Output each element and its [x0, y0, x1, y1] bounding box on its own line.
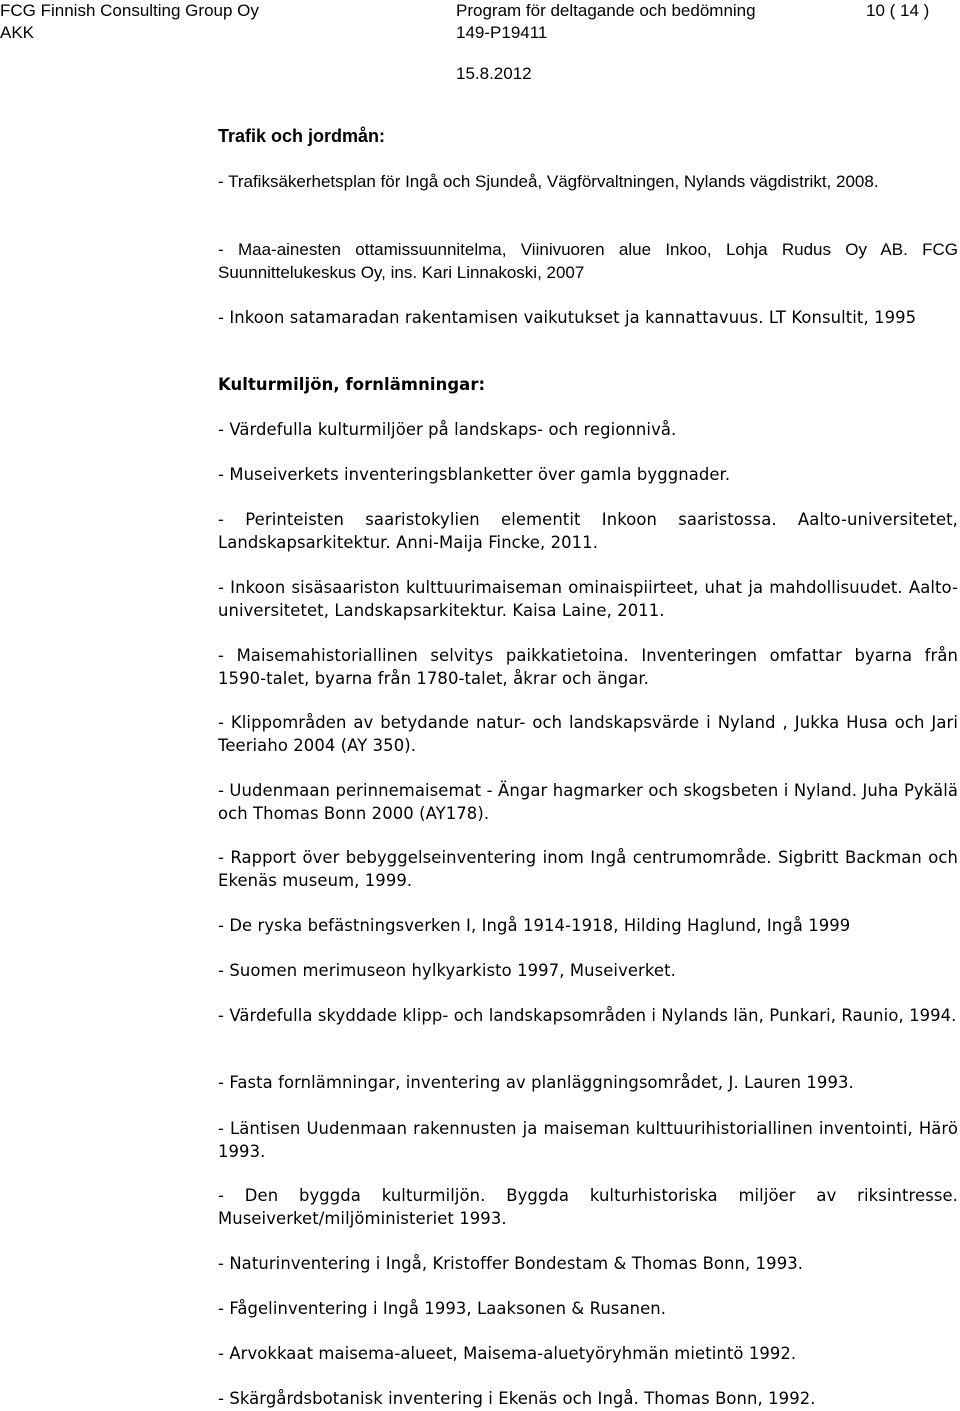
- list-item: - De ryska befästningsverken I, Ingå 1914-1918, Hilding Haglund, Ingå 1999: [218, 916, 851, 935]
- list-item: - Klippområden av betydande natur- och landskapsvärde i Nyland , Jukka Husa och Jari Teeriaho 2004 (AY 350).: [218, 713, 958, 755]
- section-heading-traffic: Trafik och jordmån:: [218, 126, 386, 146]
- list-item: - Perinteisten saaristokylien elementit Inkoon saaristossa. Aalto-universitetet, Landskapsarkitektur. Anni-Maija Fincke, 2011.: [218, 510, 958, 552]
- list-item: - Värdefulla kulturmiljöer på landskaps- och regionnivå.: [218, 420, 677, 439]
- page-header: [0, 0, 960, 90]
- list-item: - Skärgårdsbotanisk inventering i Ekenäs och Ingå. Thomas Bonn, 1992.: [218, 1389, 816, 1408]
- list-item: - Fågelinventering i Ingå 1993, Laaksonen & Rusanen.: [218, 1299, 667, 1318]
- list-item: - Värdefulla skyddade klipp- och landskapsområden i Nylands län, Punkari, Raunio, 1994.: [218, 1006, 957, 1025]
- document-title: Program för deltagande och bedömning: [456, 1, 756, 20]
- list-item: - Inkoon sisäsaariston kulttuurimaiseman ominaispiirteet, uhat ja mahdollisuudet. Aalto-universitetet, Landskapsarkitektur. Kaisa Laine, 2011.: [218, 578, 958, 620]
- list-item: - Uudenmaan perinnemaisemat - Ängar hagmarker och skogsbeten i Nyland. Juha Pykälä och Thomas Bonn 2000 (AY178).: [218, 781, 958, 823]
- list-item: - Museiverkets inventeringsblanketter över gamla byggnader.: [218, 465, 731, 484]
- company-name: FCG Finnish Consulting Group Oy: [0, 1, 259, 20]
- list-item: - Fasta fornlämningar, inventering av planläggningsområdet, J. Lauren 1993.: [218, 1073, 854, 1092]
- list-item: - Maa-ainesten ottamissuunnitelma, Viinivuoren alue Inkoo, Lohja Rudus Oy AB. FCG Suunnittelukeskus Oy, ins. Kari Linnakoski, 2007: [218, 240, 958, 282]
- page-number: 10 ( 14 ): [866, 1, 930, 20]
- project-number: 149-P19411: [456, 23, 548, 42]
- list-item: - Arvokkaat maisema-alueet, Maisema-aluetyöryhmän mietintö 1992.: [218, 1344, 797, 1363]
- list-item: - Naturinventering i Ingå, Kristoffer Bondestam & Thomas Bonn, 1993.: [218, 1254, 804, 1273]
- list-item: - Rapport över bebyggelseinventering inom Ingå centrumområde. Sigbritt Backman och Ekenäs museum, 1999.: [218, 848, 958, 890]
- list-item: - Maisemahistoriallinen selvitys paikkatietoina. Inventeringen omfattar byarna från 1590-talet, byarna från 1780-talet, åkrar och ängar.: [218, 646, 958, 688]
- list-item: - Trafiksäkerhetsplan för Ingå och Sjundeå, Vägförvaltningen, Nylands vägdistrikt, 2008.: [218, 172, 879, 191]
- list-item: - Suomen merimuseon hylkyarkisto 1997, Museiverket.: [218, 961, 676, 980]
- list-item: - Läntisen Uudenmaan rakennusten ja maiseman kulttuurihistoriallinen inventointi, Härö 1993.: [218, 1119, 958, 1161]
- department: AKK: [0, 23, 35, 42]
- list-item: - Den byggda kulturmiljön. Byggda kulturhistoriska miljöer av riksintresse. Museiverket/miljöministeriet 1993.: [218, 1186, 958, 1228]
- list-item: - Inkoon satamaradan rakentamisen vaikutukset ja kannattavuus. LT Konsultit, 1995: [218, 308, 917, 327]
- document-date: 15.8.2012: [456, 64, 532, 83]
- section-heading-culture: Kulturmiljön, fornlämningar:: [218, 375, 486, 394]
